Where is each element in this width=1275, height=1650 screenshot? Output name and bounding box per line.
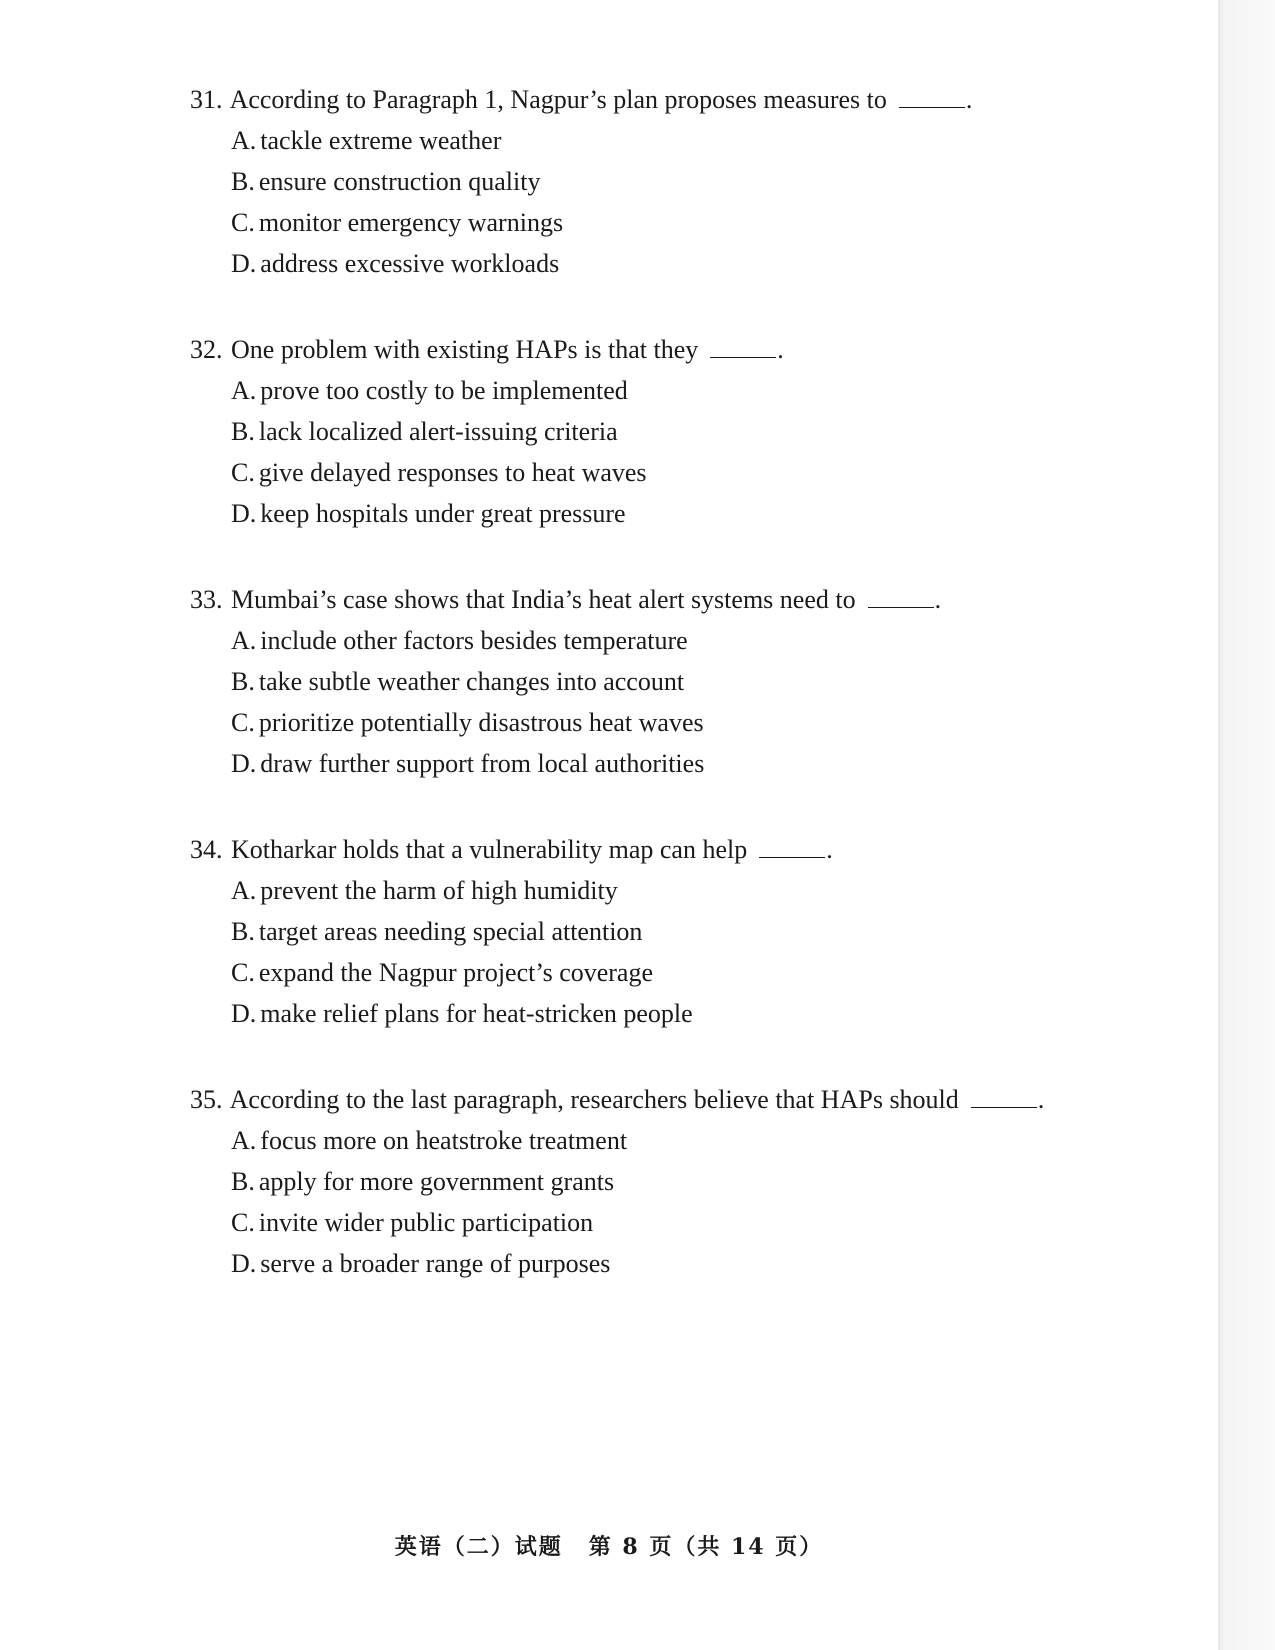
question-text: According to the last paragraph, researchers believe that HAPs should <box>229 1085 959 1114</box>
question-31 <box>190 80 1110 284</box>
footer-subject: 英语（二）试题 <box>394 1534 563 1560</box>
question-number: 35. <box>190 1085 223 1114</box>
question-stem <box>190 330 1110 370</box>
option-text: focus more on heatstroke treatment <box>260 1126 628 1155</box>
option-text: lack localized alert-issuing criteria <box>258 417 618 446</box>
option-d <box>231 1243 1110 1284</box>
option-letter: B. <box>231 667 255 696</box>
question-stem <box>190 580 1110 620</box>
option-letter: C. <box>231 208 255 237</box>
question-text: One problem with existing HAPs is that they <box>231 335 699 364</box>
option-c <box>231 452 1110 493</box>
option-b <box>231 161 1110 202</box>
option-text: include other factors besides temperature <box>260 626 688 655</box>
option-text: make relief plans for heat-stricken people <box>260 999 693 1028</box>
option-a <box>231 1120 1110 1161</box>
option-b <box>231 411 1110 452</box>
question-number: 33. <box>190 585 223 614</box>
option-b <box>231 911 1110 952</box>
question-period: . <box>1037 1085 1045 1114</box>
option-letter: D. <box>231 999 257 1028</box>
option-text: prioritize potentially disastrous heat waves <box>258 708 704 737</box>
option-letter: D. <box>231 249 257 278</box>
option-text: tackle extreme weather <box>260 126 502 155</box>
question-32 <box>190 330 1110 534</box>
option-a <box>231 870 1110 911</box>
answer-blank <box>759 835 825 858</box>
option-letter: C. <box>231 958 255 987</box>
question-number: 34. <box>190 835 223 864</box>
option-list <box>190 1120 1110 1284</box>
question-period: . <box>777 335 784 364</box>
option-a <box>231 620 1110 661</box>
footer-page-info: 第 8 页（共 14 页） <box>588 1534 824 1560</box>
option-a <box>231 370 1110 411</box>
question-text: According to Paragraph 1, Nagpur’s plan proposes measures to <box>229 85 887 114</box>
answer-blank <box>710 335 776 358</box>
option-letter: A. <box>231 876 257 905</box>
option-text: target areas needing special attention <box>258 917 643 946</box>
question-stem <box>190 1080 1110 1120</box>
question-period: . <box>965 85 973 114</box>
option-c <box>231 1202 1110 1243</box>
option-a <box>231 120 1110 161</box>
option-letter: C. <box>231 458 255 487</box>
question-number: 31. <box>190 85 223 114</box>
question-text: Mumbai’s case shows that India’s heat alert systems need to <box>231 585 856 614</box>
option-d <box>231 743 1110 784</box>
option-text: expand the Nagpur project’s coverage <box>258 958 654 987</box>
question-35 <box>190 1080 1110 1284</box>
option-list <box>190 620 1110 784</box>
question-list <box>190 80 1110 1330</box>
option-b <box>231 1161 1110 1202</box>
option-letter: C. <box>231 708 255 737</box>
question-34 <box>190 830 1110 1034</box>
option-text: give delayed responses to heat waves <box>258 458 647 487</box>
option-letter: B. <box>231 1167 255 1196</box>
question-text: Kotharkar holds that a vulnerability map can help <box>231 835 748 864</box>
option-letter: B. <box>231 917 255 946</box>
option-letter: A. <box>231 626 257 655</box>
question-stem <box>190 830 1110 870</box>
option-letter: A. <box>231 376 257 405</box>
option-letter: A. <box>231 1126 257 1155</box>
option-b <box>231 661 1110 702</box>
question-period: . <box>826 835 833 864</box>
question-period: . <box>934 585 942 614</box>
option-text: monitor emergency warnings <box>258 208 564 237</box>
answer-blank <box>971 1085 1037 1108</box>
option-list <box>190 870 1110 1034</box>
option-text: take subtle weather changes into account <box>258 667 685 696</box>
page-footer <box>0 1530 1218 1561</box>
answer-blank <box>868 585 934 608</box>
option-letter: D. <box>231 499 257 528</box>
option-d <box>231 243 1110 284</box>
question-33 <box>190 580 1110 784</box>
option-list <box>190 370 1110 534</box>
page-edge-shadow <box>1218 0 1275 1650</box>
option-d <box>231 993 1110 1034</box>
option-text: keep hospitals under great pressure <box>260 499 626 528</box>
answer-blank <box>899 85 965 108</box>
option-text: ensure construction quality <box>258 167 541 196</box>
option-list <box>190 120 1110 284</box>
option-text: serve a broader range of purposes <box>260 1249 611 1278</box>
option-letter: B. <box>231 167 255 196</box>
option-letter: D. <box>231 1249 257 1278</box>
option-c <box>231 202 1110 243</box>
option-letter: C. <box>231 1208 255 1237</box>
option-d <box>231 493 1110 534</box>
option-text: apply for more government grants <box>258 1167 615 1196</box>
option-text: invite wider public participation <box>258 1208 594 1237</box>
question-number: 32. <box>190 335 223 364</box>
option-text: address excessive workloads <box>260 249 560 278</box>
option-c <box>231 702 1110 743</box>
option-letter: D. <box>231 749 257 778</box>
option-text: draw further support from local authorities <box>260 749 705 778</box>
option-text: prove too costly to be implemented <box>260 376 628 405</box>
option-letter: A. <box>231 126 257 155</box>
option-letter: B. <box>231 417 255 446</box>
option-c <box>231 952 1110 993</box>
option-text: prevent the harm of high humidity <box>260 876 618 905</box>
question-stem <box>190 80 1110 120</box>
